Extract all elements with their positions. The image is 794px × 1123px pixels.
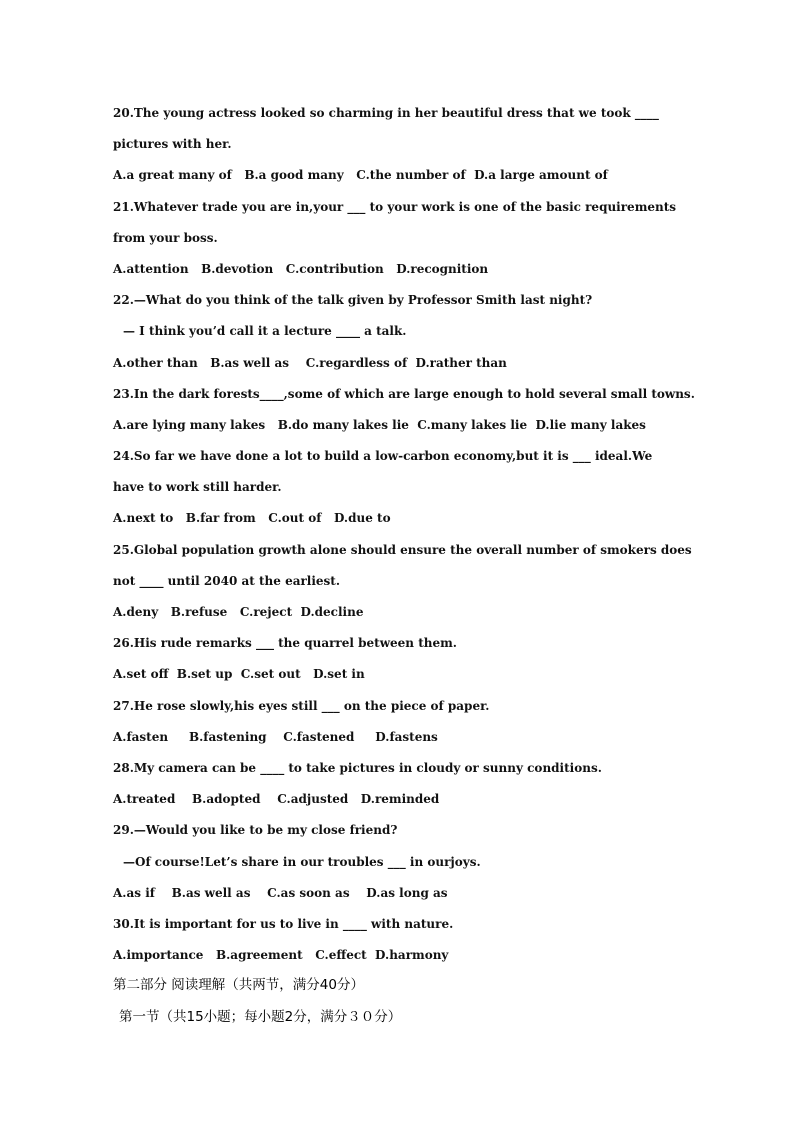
question-stem-line: 28.My camera can be ____ to take pictures in cloudy or sunny conditions. <box>113 760 602 775</box>
answer-options: A.other than B.as well as C.regardless of D.rather than <box>113 355 507 370</box>
question-stem-line: pictures with her. <box>113 137 232 152</box>
question-26 <box>113 632 693 694</box>
answer-options: A.set off B.set up C.set out D.set in <box>113 667 365 682</box>
answer-options: A.fasten B.fastening C.fastened D.fastens <box>113 729 438 744</box>
answer-options: A.attention B.devotion C.contribution D.recognition <box>113 261 489 276</box>
question-25 <box>113 539 693 633</box>
question-stem-line: 23.In the dark forests____,some of which are large enough to hold several small towns. <box>113 386 695 401</box>
answer-options: A.next to B.far from C.out of D.due to <box>113 511 391 526</box>
question-stem-line: from your boss. <box>113 230 218 245</box>
answer-options: A.as if B.as well as C.as soon as D.as long as <box>113 885 448 900</box>
question-22 <box>113 289 693 383</box>
question-30 <box>113 913 693 975</box>
subsection-heading: 第一节（共15小题；每小题2分，满分３０分） <box>119 1008 402 1025</box>
question-stem-line: 27.He rose slowly,his eyes still ___ on the piece of paper. <box>113 698 490 713</box>
question-stem-line: 25.Global population growth alone should ensure the overall number of smokers does <box>113 542 692 557</box>
question-stem-line: 26.His rude remarks ___ the quarrel between them. <box>113 636 457 651</box>
question-stem-line: 22.—What do you think of the talk given by Professor Smith last night? <box>113 293 593 308</box>
question-list <box>113 102 693 975</box>
question-20 <box>113 102 693 196</box>
question-28 <box>113 757 693 819</box>
question-stem-line: have to work still harder. <box>113 480 282 495</box>
section-heading: 第二部分 阅读理解（共两节，满分40分） <box>113 977 364 993</box>
question-21 <box>113 196 693 290</box>
question-stem-line: 21.Whatever trade you are in,your ___ to your work is one of the basic requirements <box>113 199 677 214</box>
question-24 <box>113 445 693 539</box>
question-stem-line: —Of course!Let’s share in our troubles ___ in ourjoys. <box>123 854 481 869</box>
question-stem-line: 29.—Would you like to be my close friend? <box>113 823 398 838</box>
question-stem-line: not ____ until 2040 at the earliest. <box>113 573 341 588</box>
question-stem-line: 20.The young actress looked so charming in her beautiful dress that we took ____ <box>113 106 659 120</box>
question-stem-line: 30.It is important for us to live in ____ with nature. <box>113 916 454 931</box>
answer-options: A.importance B.agreement C.effect D.harmony <box>113 948 449 963</box>
question-stem-line: 24.So far we have done a lot to build a low-carbon economy,but it is ___ ideal.We <box>113 449 653 464</box>
reading-section-headings <box>113 974 693 1037</box>
question-stem-line: — I think you’d call it a lecture ____ a talk. <box>123 324 407 339</box>
answer-options: A.a great many of B.a good many C.the number of D.a large amount of <box>113 168 608 183</box>
question-23 <box>113 383 693 445</box>
answer-options: A.are lying many lakes B.do many lakes lie C.many lakes lie D.lie many lakes <box>113 417 646 432</box>
answer-options: A.deny B.refuse C.reject D.decline <box>113 605 364 619</box>
question-27 <box>113 695 693 757</box>
question-29 <box>113 819 693 913</box>
answer-options: A.treated B.adopted C.adjusted D.reminded <box>113 792 440 807</box>
